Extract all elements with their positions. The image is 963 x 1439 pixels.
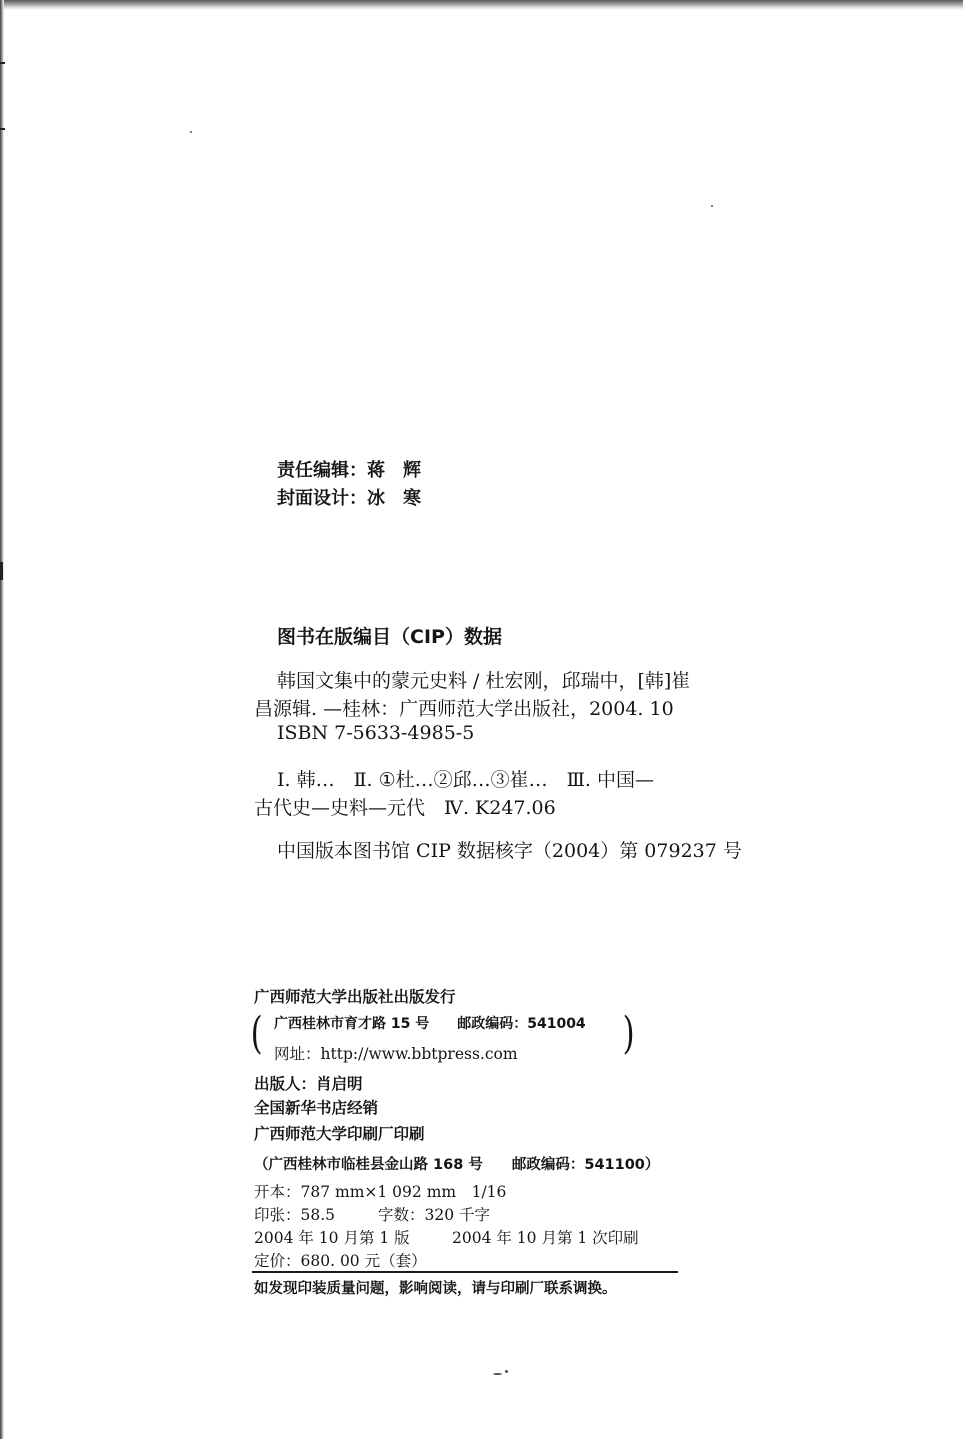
scan-edge-top xyxy=(0,0,963,10)
scan-mark xyxy=(0,562,3,580)
editor-label: 责任编辑： xyxy=(277,460,367,481)
cip-publication-line: 昌源辑. —桂林：广西师范大学出版社，2004. 10 xyxy=(254,698,674,720)
book-format: 开本：787 mm×1 092 mm 1/16 xyxy=(254,1183,507,1201)
cover-name: 冰 寒 xyxy=(367,488,421,509)
quality-notice: 如发现印装质量问题，影响阅读，请与印刷厂联系调换。 xyxy=(254,1281,617,1297)
cover-design-credit xyxy=(277,484,421,510)
address-bracket-left: ( xyxy=(250,1008,263,1059)
divider-rule xyxy=(252,1271,678,1273)
cip-classification-line-2: 古代史—史料—元代 Ⅳ. K247.06 xyxy=(254,797,556,819)
cip-isbn: ISBN 7-5633-4985-5 xyxy=(277,722,475,744)
cip-heading: 图书在版编目（CIP）数据 xyxy=(277,626,502,648)
publisher-address: 广西桂林市育才路 15 号 邮政编码：541004 xyxy=(274,1016,586,1032)
publisher-website: 网址：http://www.bbtpress.com xyxy=(274,1045,518,1063)
editor-credit xyxy=(277,456,421,482)
scan-speck xyxy=(493,1373,502,1375)
cover-label: 封面设计： xyxy=(277,488,367,509)
distributor: 全国新华书店经销 xyxy=(254,1099,379,1117)
printer-address: （广西桂林市临桂县金山路 168 号 邮政编码：541100） xyxy=(254,1157,660,1173)
print-sheets: 印张：58.5 xyxy=(254,1206,336,1224)
publisher-person: 出版人：肖启明 xyxy=(254,1075,363,1093)
publisher-line: 广西师范大学出版社出版发行 xyxy=(254,988,456,1006)
scan-mark xyxy=(0,62,5,64)
editor-name: 蒋 辉 xyxy=(367,460,421,481)
edition-date: 2004 年 10 月第 1 版 xyxy=(254,1229,410,1247)
cip-classification-line: Ⅰ. 韩… Ⅱ. ①杜…②邱…③崔… Ⅲ. 中国— xyxy=(277,769,655,791)
cip-title-line: 韩国文集中的蒙元史料 / 杜宏刚，邱瑞中，[韩]崔 xyxy=(277,670,691,692)
scan-speck xyxy=(190,131,192,133)
scan-speck xyxy=(711,205,713,207)
address-bracket-right: ) xyxy=(622,1008,635,1059)
cip-record-number: 中国版本图书馆 CIP 数据核字（2004）第 079237 号 xyxy=(277,840,742,862)
printer: 广西师范大学印刷厂印刷 xyxy=(254,1125,425,1143)
scan-mark xyxy=(0,128,5,130)
scan-edge-left xyxy=(0,0,4,1439)
price: 定价：680. 00 元（套） xyxy=(254,1252,427,1270)
word-count: 字数：320 千字 xyxy=(378,1206,491,1224)
printing-date: 2004 年 10 月第 1 次印刷 xyxy=(452,1229,639,1247)
scan-speck xyxy=(505,1370,508,1373)
